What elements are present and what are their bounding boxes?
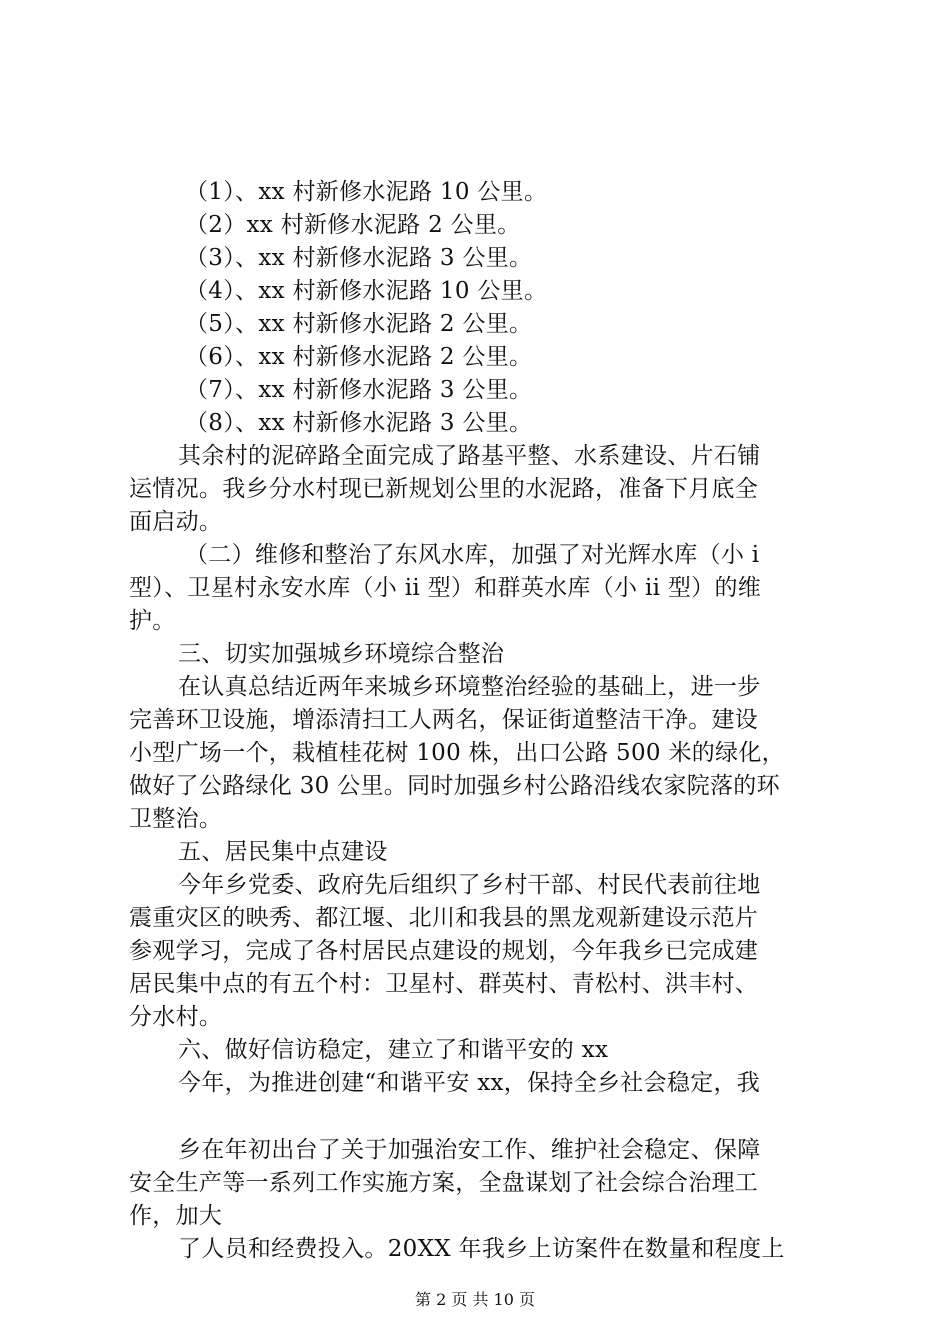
text-line-9: 其余村的泥碎路全面完成了路基平整、水系建设、片石铺: [178, 443, 761, 469]
text-line-7: （7）、xx 村新修水泥路 3 公里。: [185, 377, 533, 403]
text-line-14: 护。: [129, 608, 176, 634]
section-heading-3: 三、切实加强城乡环境综合整治: [178, 641, 505, 667]
text-line-13: 型）、卫星村永安水库（小 ii 型）和群英水库（小 ii 型）的维: [129, 575, 762, 601]
text-line-6: （6）、xx 村新修水泥路 2 公里。: [185, 344, 533, 370]
text-line-12: （二）维修和整治了东风水库，加强了对光辉水库（小 i: [185, 542, 760, 568]
text-line-24: 参观学习，完成了各村居民点建设的规划，今年我乡已完成建: [129, 938, 759, 964]
text-line-25: 居民集中点的有五个村：卫星村、群英村、青松村、洪丰村、: [129, 971, 759, 997]
text-line-10: 运情况。我乡分水村现已新规划公里的水泥路，准备下月底全: [129, 476, 759, 502]
text-line-32: 了人员和经费投入。20XX 年我乡上访案件在数量和程度上: [178, 1236, 785, 1262]
text-line-2: （2）xx 村新修水泥路 2 公里。: [185, 212, 521, 238]
text-line-17: 完善环卫设施，增添清扫工人两名，保证街道整洁干净。建设: [129, 707, 759, 733]
text-line-22: 今年乡党委、政府先后组织了乡村干部、村民代表前往地: [178, 872, 761, 898]
text-line-18: 小型广场一个，栽植桂花树 100 株，出口公路 500 米的绿化，: [129, 740, 785, 766]
text-line-16: 在认真总结近两年来城乡环境整治经验的基础上，进一步: [178, 674, 761, 700]
text-line-26: 分水村。: [129, 1004, 223, 1030]
text-line-4: （4）、xx 村新修水泥路 10 公里。: [185, 278, 548, 304]
text-line-11: 面启动。: [129, 509, 223, 535]
text-line-29: 乡在年初出台了关于加强治安工作、维护社会稳定、保障: [178, 1137, 761, 1163]
text-line-3: （3）、xx 村新修水泥路 3 公里。: [185, 245, 533, 271]
text-line-19: 做好了公路绿化 30 公里。同时加强乡村公路沿线农家院落的环: [129, 773, 780, 799]
text-line-1: （1）、xx 村新修水泥路 10 公里。: [185, 179, 548, 205]
section-heading-6: 六、做好信访稳定，建立了和谐平安的 xx: [178, 1037, 609, 1063]
text-line-8: （8）、xx 村新修水泥路 3 公里。: [185, 410, 533, 436]
text-line-28: 今年，为推进创建“和谐平安 xx，保持全乡社会稳定，我: [178, 1070, 761, 1096]
text-line-5: （5）、xx 村新修水泥路 2 公里。: [185, 311, 533, 337]
page-footer: 第 2 页 共 10 页: [415, 1290, 535, 1309]
text-line-23: 震重灾区的映秀、都江堰、北川和我县的黑龙观新建设示范片: [129, 905, 759, 931]
text-line-30: 安全生产等一系列工作实施方案，全盘谋划了社会综合治理工: [129, 1170, 759, 1196]
text-line-31: 作，加大: [129, 1203, 223, 1229]
text-line-20: 卫整治。: [129, 806, 223, 832]
section-heading-5: 五、居民集中点建设: [178, 839, 388, 865]
